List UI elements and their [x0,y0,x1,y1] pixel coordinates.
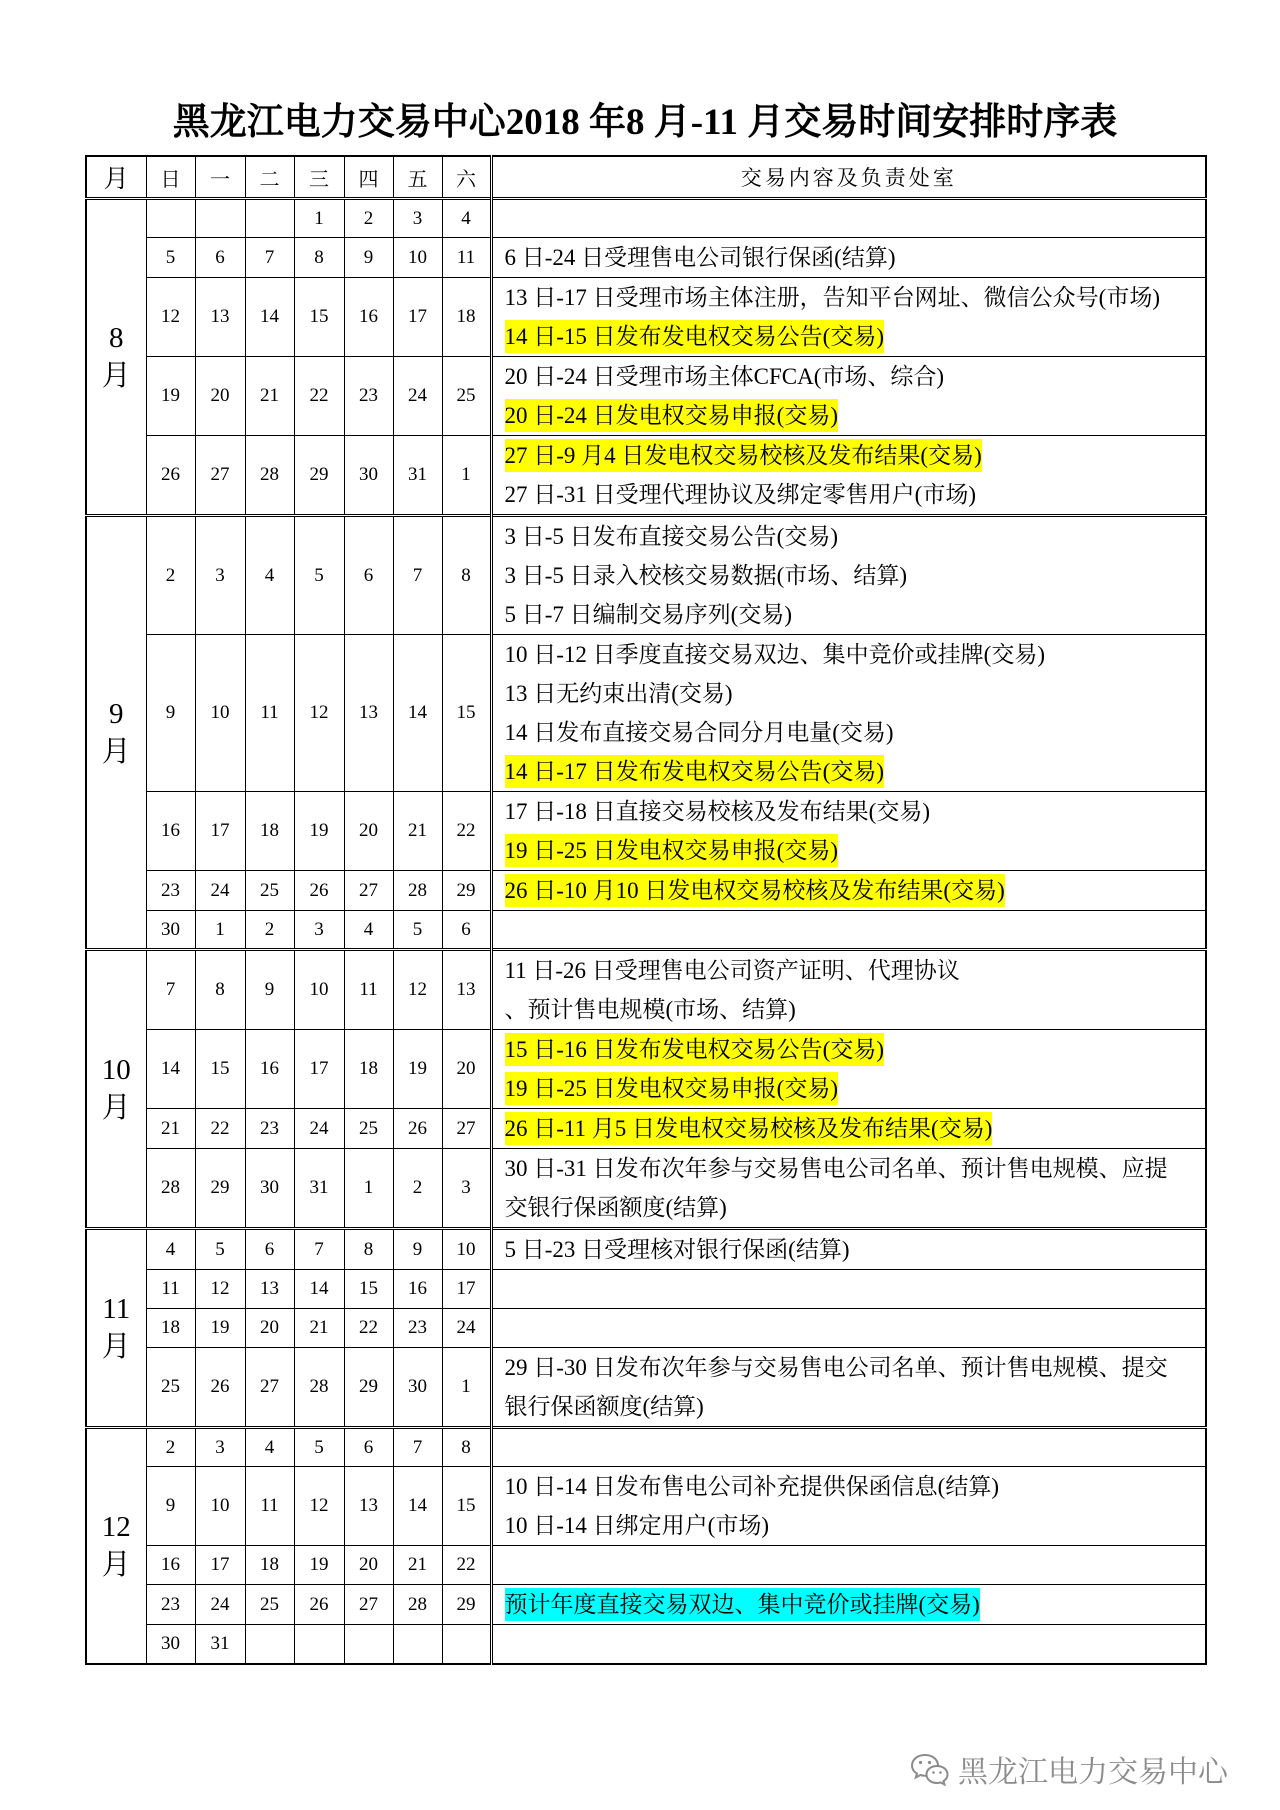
week-row [86,1030,1206,1109]
day-cell: 16 [245,1030,294,1109]
day-cell: 10 [442,1229,491,1270]
schedule-content-cell [491,1309,1206,1348]
day-cell: 7 [245,238,294,278]
schedule-item [505,1506,1206,1545]
day-cell: 9 [146,635,195,792]
schedule-content-cell [491,1428,1206,1467]
watermark [910,1748,1228,1790]
wechat-icon [910,1752,950,1786]
day-cell: 26 [146,436,195,516]
week-row [86,1467,1206,1546]
schedule-item-text: 3 日-5 日录入校核交易数据(市场、结算) [504,563,907,588]
week-row [86,1428,1206,1467]
schedule-body [86,199,1206,1664]
schedule-content-cell [491,436,1206,516]
schedule-content-cell [491,357,1206,436]
schedule-item-text: 14 日-17 日发布发电权交易公告(交易) [505,755,884,788]
schedule-item-highlighted [505,1030,1206,1069]
day-cell: 7 [146,950,195,1030]
page-title: 黑龙江电力交易中心2018 年8 月-11 月交易时间安排时序表 [172,102,1118,143]
day-cell: 11 [442,238,491,278]
week-row [86,950,1206,1030]
schedule-item-text: 13 日无约束出清(交易) [504,681,733,706]
week-row [86,1348,1206,1428]
schedule-content-cell [491,871,1206,911]
week-row [86,1309,1206,1348]
day-cell: 14 [245,278,294,357]
day-cell: 31 [393,436,442,516]
month-number: 11 [102,1293,131,1325]
month-number: 10 [101,1054,131,1086]
day-cell: 19 [146,357,195,436]
header-row [86,156,1206,199]
day-cell: 29 [344,1348,393,1428]
schedule-item [505,1348,1206,1387]
day-cell: 22 [442,1546,491,1585]
schedule-item [505,1230,1206,1269]
schedule-content-cell [491,950,1206,1030]
schedule-item-text: 5 日-23 日受理核对银行保函(结算) [504,1237,850,1262]
day-cell: 13 [195,278,245,357]
day-cell: 24 [442,1309,491,1348]
week-row [86,911,1206,950]
day-cell: 21 [393,1546,442,1585]
day-cell: 4 [245,516,294,635]
day-cell: 23 [146,871,195,911]
day-cell: 16 [146,1546,195,1585]
schedule-item-text: 17 日-18 日直接交易校核及发布结果(交易) [504,799,930,824]
day-cell: 17 [294,1030,344,1109]
schedule-item-text: 5 日-7 日编制交易序列(交易) [504,602,792,627]
day-cell: 11 [146,1270,195,1309]
day-cell: 1 [344,1149,393,1229]
schedule-content-cell [491,1467,1206,1546]
month-label-cell [86,1229,146,1428]
day-cell: 23 [245,1109,294,1149]
day-cell: 22 [195,1109,245,1149]
schedule-item-text: 20 日-24 日受理市场主体CFCA(市场、综合) [504,364,945,389]
week-row [86,436,1206,516]
day-cell: 26 [294,871,344,911]
day-cell: 30 [146,911,195,950]
week-row [86,1149,1206,1229]
schedule-item [505,517,1206,556]
day-cell: 2 [393,1149,442,1229]
schedule-item-text: 19 日-25 日发电权交易申报(交易) [505,1072,838,1105]
day-cell: 20 [195,357,245,436]
schedule-item-text: 19 日-25 日发电权交易申报(交易) [505,834,838,867]
day-cell: 6 [195,238,245,278]
schedule-content-cell [491,1546,1206,1585]
day-cell: 12 [294,635,344,792]
day-cell: 29 [195,1149,245,1229]
schedule-content-cell [491,911,1206,950]
schedule-content-cell [491,792,1206,871]
day-cell: 14 [393,1467,442,1546]
day-cell: 27 [442,1109,491,1149]
day-cell: 30 [245,1149,294,1229]
schedule-item [505,1149,1206,1188]
schedule-content-cell [491,1348,1206,1428]
day-cell: 3 [195,1428,245,1467]
day-cell: 28 [245,436,294,516]
day-cell: 9 [146,1467,195,1546]
schedule-item [505,238,1206,277]
day-cell: 2 [344,199,393,238]
day-cell [146,199,195,238]
month-unit: 月 [101,1548,131,1581]
day-cell: 8 [195,950,245,1030]
schedule-item-text: 13 日-17 日受理市场主体注册，告知平台网址、微信公众号(市场) [504,285,1160,310]
day-cell: 24 [393,357,442,436]
schedule-item [505,357,1206,396]
day-cell: 8 [294,238,344,278]
day-cell: 1 [294,199,344,238]
header-weekday-fri: 五 [393,156,442,199]
day-cell: 4 [344,911,393,950]
schedule-item [505,1467,1206,1506]
day-cell: 3 [442,1149,491,1229]
schedule-item-highlighted [505,1069,1206,1108]
day-cell: 28 [393,1585,442,1625]
schedule-item-text: 14 日发布直接交易合同分月电量(交易) [504,720,894,745]
day-cell: 3 [393,199,442,238]
schedule-item-text: 26 日-11 月5 日发电权交易校核及发布结果(交易) [505,1112,993,1145]
schedule-item-text: 30 日-31 日发布次年参与交易售电公司名单、预计售电规模、应提 [504,1156,1168,1181]
month-label-cell [86,516,146,950]
day-cell: 12 [195,1270,245,1309]
day-cell: 21 [146,1109,195,1149]
week-row [86,1270,1206,1309]
header-weekday-mon: 一 [195,156,245,199]
week-row [86,238,1206,278]
day-cell [393,1625,442,1664]
day-cell: 27 [344,871,393,911]
day-cell: 13 [245,1270,294,1309]
day-cell: 10 [393,238,442,278]
watermark-text: 黑龙江电力交易中心 [958,1755,1228,1790]
schedule-item [505,475,1206,514]
day-cell: 8 [442,516,491,635]
day-cell: 6 [344,1428,393,1467]
day-cell: 6 [245,1229,294,1270]
header-month: 月 [86,156,146,199]
day-cell: 18 [245,1546,294,1585]
day-cell: 7 [294,1229,344,1270]
day-cell: 14 [146,1030,195,1109]
day-cell: 22 [442,792,491,871]
day-cell: 3 [294,911,344,950]
header-weekday-tue: 二 [245,156,294,199]
schedule-content-cell [491,1149,1206,1229]
header-weekday-sun: 日 [146,156,195,199]
day-cell: 17 [393,278,442,357]
week-row [86,1625,1206,1664]
schedule-item [505,990,1206,1029]
header-weekday-sat: 六 [442,156,491,199]
month-unit: 月 [101,1092,131,1124]
day-cell: 12 [393,950,442,1030]
day-cell: 6 [344,516,393,635]
day-cell: 6 [442,911,491,950]
day-cell: 10 [195,1467,245,1546]
day-cell: 19 [195,1309,245,1348]
day-cell: 16 [393,1270,442,1309]
week-row [86,871,1206,911]
week-row [86,357,1206,436]
day-cell: 26 [393,1109,442,1149]
schedule-content-cell [491,1109,1206,1149]
schedule-item-text: 3 日-5 日发布直接交易公告(交易) [504,524,838,549]
schedule-item-highlighted [505,1585,1206,1624]
day-cell: 15 [442,635,491,792]
week-row [86,516,1206,635]
schedule-head [86,156,1206,199]
day-cell: 13 [344,1467,393,1546]
day-cell: 5 [195,1229,245,1270]
day-cell: 2 [146,516,195,635]
day-cell: 15 [442,1467,491,1546]
day-cell: 15 [344,1270,393,1309]
schedule-item-highlighted [505,396,1206,435]
day-cell: 31 [195,1625,245,1664]
week-row [86,1109,1206,1149]
day-cell: 7 [393,1428,442,1467]
day-cell: 20 [344,1546,393,1585]
day-cell: 19 [393,1030,442,1109]
day-cell: 1 [442,1348,491,1428]
day-cell: 25 [442,357,491,436]
schedule-content-cell [491,635,1206,792]
day-cell: 26 [195,1348,245,1428]
day-cell: 28 [146,1149,195,1229]
day-cell: 5 [393,911,442,950]
schedule-item-text: 26 日-10 月10 日发电权交易校核及发布结果(交易) [505,874,1005,907]
day-cell: 22 [344,1309,393,1348]
schedule-item-text: 20 日-24 日发电权交易申报(交易) [505,399,838,432]
day-cell: 15 [294,278,344,357]
schedule-item-highlighted [505,752,1206,791]
day-cell: 30 [344,436,393,516]
week-row [86,199,1206,238]
schedule-content-cell [491,516,1206,635]
day-cell: 11 [245,1467,294,1546]
schedule-item [505,635,1206,674]
day-cell: 3 [195,516,245,635]
day-cell: 18 [344,1030,393,1109]
schedule-item [505,595,1206,634]
schedule-item [505,674,1206,713]
day-cell: 18 [245,792,294,871]
schedule-item [505,792,1206,831]
schedule-content-cell [491,278,1206,357]
week-row [86,1546,1206,1585]
day-cell: 30 [393,1348,442,1428]
week-row [86,278,1206,357]
month-number: 8 [109,322,124,354]
day-cell: 21 [294,1309,344,1348]
day-cell: 5 [294,516,344,635]
schedule-item [505,556,1206,595]
schedule-content-cell [491,1229,1206,1270]
schedule-item-text: 银行保函额度(结算) [504,1394,704,1419]
day-cell [294,1625,344,1664]
schedule-item-text: 10 日-14 日发布售电公司补充提供保函信息(结算) [504,1474,999,1499]
day-cell: 2 [245,911,294,950]
schedule-item-text: 15 日-16 日发布发电权交易公告(交易) [505,1033,884,1066]
month-unit: 月 [101,360,131,392]
schedule-item [505,713,1206,752]
day-cell: 19 [294,792,344,871]
day-cell: 25 [245,871,294,911]
day-cell: 8 [442,1428,491,1467]
day-cell: 21 [245,357,294,436]
week-row [86,1229,1206,1270]
day-cell: 29 [442,871,491,911]
schedule-item [505,1387,1206,1426]
day-cell: 18 [442,278,491,357]
schedule-item [505,951,1206,990]
day-cell: 16 [344,278,393,357]
day-cell: 18 [146,1309,195,1348]
week-row [86,1585,1206,1625]
schedule-item-text: 27 日-9 月4 日发电权交易校核及发布结果(交易) [505,439,982,472]
day-cell: 22 [294,357,344,436]
day-cell: 25 [245,1585,294,1625]
schedule-item-text: 预计年度直接交易双边、集中竞价或挂牌(交易) [505,1588,980,1621]
day-cell: 21 [393,792,442,871]
schedule-item-text: 29 日-30 日发布次年参与交易售电公司名单、预计售电规模、提交 [504,1355,1168,1380]
day-cell: 13 [442,950,491,1030]
day-cell: 15 [195,1030,245,1109]
schedule-content-cell [491,1030,1206,1109]
schedule-item [505,1188,1206,1227]
day-cell: 28 [294,1348,344,1428]
day-cell: 11 [245,635,294,792]
schedule-item-text: 交银行保函额度(结算) [504,1195,727,1220]
day-cell: 5 [294,1428,344,1467]
day-cell: 24 [195,871,245,911]
day-cell: 14 [294,1270,344,1309]
day-cell: 27 [195,436,245,516]
day-cell: 28 [393,871,442,911]
header-weekday-thu: 四 [344,156,393,199]
schedule-content-cell [491,1625,1206,1664]
schedule-item-highlighted [505,871,1206,910]
day-cell: 9 [245,950,294,1030]
day-cell: 17 [195,1546,245,1585]
day-cell: 26 [294,1585,344,1625]
day-cell: 20 [344,792,393,871]
day-cell: 10 [294,950,344,1030]
day-cell: 16 [146,792,195,871]
schedule-item-highlighted [505,436,1206,475]
day-cell: 17 [195,792,245,871]
week-row [86,792,1206,871]
day-cell: 25 [344,1109,393,1149]
day-cell [344,1625,393,1664]
day-cell [245,199,294,238]
day-cell: 11 [344,950,393,1030]
month-label-cell [86,1428,146,1664]
schedule-item-text: 10 日-14 日绑定用户(市场) [504,1513,769,1538]
day-cell: 23 [146,1585,195,1625]
month-number: 12 [101,1510,131,1543]
schedule-item-text: 6 日-24 日受理售电公司银行保函(结算) [504,245,896,270]
day-cell: 1 [195,911,245,950]
day-cell: 4 [245,1428,294,1467]
day-cell: 9 [344,238,393,278]
day-cell: 12 [146,278,195,357]
day-cell: 23 [344,357,393,436]
month-number: 9 [109,697,124,730]
day-cell: 12 [294,1467,344,1546]
day-cell: 27 [245,1348,294,1428]
day-cell: 24 [195,1585,245,1625]
day-cell: 19 [294,1546,344,1585]
schedule-item-highlighted [505,317,1206,356]
day-cell: 20 [245,1309,294,1348]
day-cell: 5 [146,238,195,278]
day-cell: 20 [442,1030,491,1109]
day-cell [442,1625,491,1664]
day-cell: 25 [146,1348,195,1428]
schedule-content-cell [491,1270,1206,1309]
day-cell: 4 [146,1229,195,1270]
day-cell: 2 [146,1428,195,1467]
month-label-cell [86,199,146,516]
header-weekday-wed: 三 [294,156,344,199]
day-cell: 8 [344,1229,393,1270]
schedule-item-text: 14 日-15 日发布发电权交易公告(交易) [505,320,884,353]
day-cell: 7 [393,516,442,635]
schedule-item-text: 、预计售电规模(市场、结算) [504,997,796,1022]
day-cell [195,199,245,238]
week-row [86,635,1206,792]
schedule-table [85,155,1207,1665]
schedule-item-highlighted [505,1109,1206,1148]
schedule-item-text: 10 日-12 日季度直接交易双边、集中竞价或挂牌(交易) [504,642,1045,667]
day-cell: 29 [442,1585,491,1625]
schedule-item-text: 27 日-31 日受理代理协议及绑定零售用户(市场) [504,482,976,507]
day-cell: 29 [294,436,344,516]
day-cell: 27 [344,1585,393,1625]
month-label-cell [86,950,146,1229]
day-cell: 31 [294,1149,344,1229]
schedule-content-cell [491,199,1206,238]
day-cell: 24 [294,1109,344,1149]
day-cell: 13 [344,635,393,792]
schedule-content-cell [491,238,1206,278]
month-unit: 月 [101,735,131,768]
schedule-content-cell [491,1585,1206,1625]
header-content: 交易内容及负责处室 [491,156,1206,199]
schedule-item-text: 11 日-26 日受理售电公司资产证明、代理协议 [504,958,960,983]
day-cell: 9 [393,1229,442,1270]
day-cell: 10 [195,635,245,792]
day-cell: 14 [393,635,442,792]
schedule-item [505,278,1206,317]
day-cell: 30 [146,1625,195,1664]
schedule-item-highlighted [505,831,1206,870]
day-cell: 17 [442,1270,491,1309]
day-cell: 4 [442,199,491,238]
day-cell [245,1625,294,1664]
month-unit: 月 [101,1331,131,1363]
day-cell: 23 [393,1309,442,1348]
day-cell: 1 [442,436,491,516]
